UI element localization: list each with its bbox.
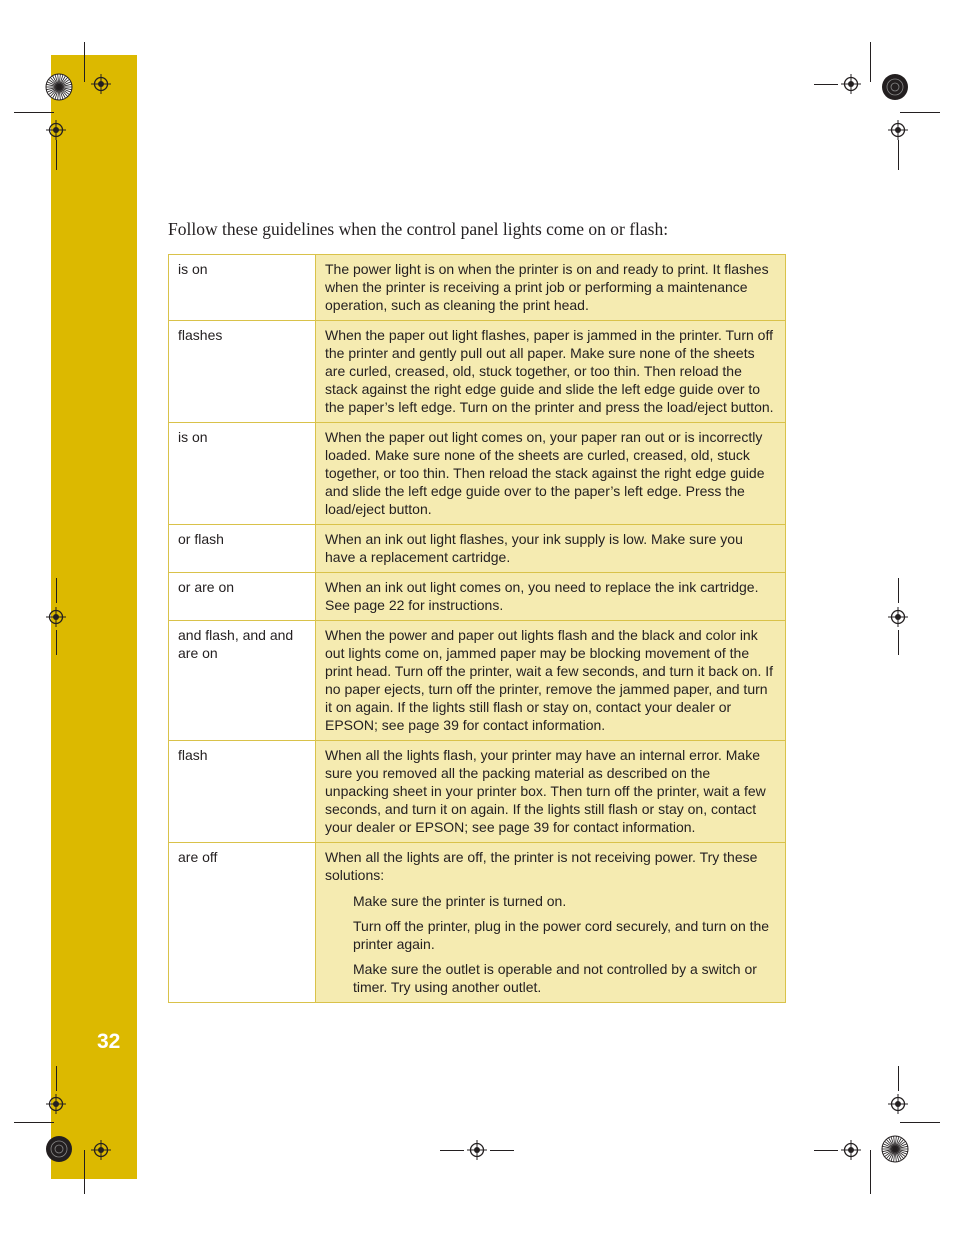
light-description xyxy=(316,423,786,525)
registration-crosshair-icon xyxy=(91,1140,111,1160)
table-row xyxy=(169,525,786,573)
registration-crosshair-icon xyxy=(46,1094,66,1114)
condition-text: are off xyxy=(178,849,218,865)
crop-line xyxy=(870,1150,871,1194)
crop-line xyxy=(440,1150,464,1151)
registration-target-icon xyxy=(45,1135,73,1163)
control-panel-lights-table xyxy=(168,254,786,1003)
light-condition xyxy=(169,843,316,1003)
crop-line xyxy=(56,630,57,655)
condition-text: or are on xyxy=(178,579,235,595)
description-text: When the paper out light comes on, your paper ran out or is incorrectly loaded. Make sure none of the sheets are curled, creased, old, stuck together, or too thin. Then reload the stack against the right edge guide and slide the left edge guide over to the paper’s left edge. Press the load/eject button. xyxy=(325,429,765,517)
registration-crosshair-icon xyxy=(841,1140,861,1160)
crop-line xyxy=(900,1122,940,1123)
light-condition xyxy=(169,255,316,321)
crop-line xyxy=(898,1066,899,1091)
registration-starburst-icon xyxy=(881,1135,909,1163)
table-row xyxy=(169,843,786,1003)
crop-line xyxy=(56,578,57,603)
intro-text: Follow these guidelines when the control panel lights come on or flash: xyxy=(168,219,669,239)
light-description xyxy=(316,741,786,843)
light-description xyxy=(316,321,786,423)
registration-crosshair-icon xyxy=(46,607,66,627)
crop-line xyxy=(56,140,57,170)
registration-target-icon xyxy=(881,73,909,101)
condition-text: is on xyxy=(178,261,208,277)
crop-line xyxy=(814,1150,838,1151)
condition-text: or flash xyxy=(178,531,224,547)
crop-line xyxy=(898,140,899,170)
light-condition xyxy=(169,621,316,741)
page-number: 32 xyxy=(97,1030,121,1053)
light-condition xyxy=(169,573,316,621)
registration-crosshair-icon xyxy=(888,1094,908,1114)
registration-crosshair-icon xyxy=(888,120,908,140)
condition-text: flashes xyxy=(178,327,223,343)
condition-text: flash xyxy=(178,747,208,763)
crop-line xyxy=(14,112,54,113)
condition-text: and flash, and and are on xyxy=(178,627,294,661)
table-row xyxy=(169,741,786,843)
registration-crosshair-icon xyxy=(91,74,111,94)
light-condition xyxy=(169,423,316,525)
registration-crosshair-icon xyxy=(46,120,66,140)
description-text: When an ink out light comes on, you need to replace the ink cartridge. See page 22 for instructions. xyxy=(325,579,759,613)
registration-starburst-icon xyxy=(45,73,73,101)
table-row xyxy=(169,255,786,321)
crop-line xyxy=(14,1122,54,1123)
crop-line xyxy=(490,1150,514,1151)
description-text: The power light is on when the printer is on and ready to print. It flashes when the printer is receiving a print job or performing a maintenance operation, such as cleaning the print head. xyxy=(325,261,769,313)
crop-line xyxy=(56,1066,57,1091)
light-description xyxy=(316,573,786,621)
crop-line xyxy=(870,42,871,82)
light-description xyxy=(316,525,786,573)
crop-line xyxy=(898,578,899,603)
registration-crosshair-icon xyxy=(467,1140,487,1160)
crop-line xyxy=(814,84,838,85)
light-condition xyxy=(169,321,316,423)
solution-item: Make sure the outlet is operable and not controlled by a switch or timer. Try using another outlet. xyxy=(353,961,757,995)
registration-crosshair-icon xyxy=(841,74,861,94)
crop-line xyxy=(898,630,899,655)
light-description xyxy=(316,843,786,1003)
light-condition xyxy=(169,525,316,573)
registration-crosshair-icon xyxy=(888,607,908,627)
condition-text: is on xyxy=(178,429,208,445)
table-row xyxy=(169,321,786,423)
table-row xyxy=(169,621,786,741)
solution-item: Turn off the printer, plug in the power cord securely, and turn on the printer again. xyxy=(353,918,770,952)
table-row xyxy=(169,423,786,525)
light-description xyxy=(316,255,786,321)
description-text: When the paper out light flashes, paper is jammed in the printer. Turn off the printer and gently pull out all paper. Make sure none of the sheets are curled, creased, old, stuck together, or too thin. Then reload the stack against the right edge guide and slide the left edge guide over to the paper’s left edge. Turn on the printer and press the load/eject button. xyxy=(325,327,774,415)
description-text: When all the lights flash, your printer may have an internal error. Make sure you removed all the packing material as described on the unpacking sheet in your printer box. Then turn off the printer, wait a few seconds, and turn it on again. If the lights still flash or stay on, contact your dealer or EPSON; see page 39 for contact information. xyxy=(325,747,766,835)
description-text: When an ink out light flashes, your ink supply is low. Make sure you have a replacement cartridge. xyxy=(325,531,743,565)
crop-line xyxy=(84,1150,85,1194)
light-condition xyxy=(169,741,316,843)
crop-line xyxy=(84,42,85,82)
solution-item: Make sure the printer is turned on. xyxy=(353,893,567,909)
description-text: When all the lights are off, the printer is not receiving power. Try these solutions: xyxy=(325,849,758,883)
crop-line xyxy=(900,112,940,113)
table-row xyxy=(169,573,786,621)
description-text: When the power and paper out lights flash and the black and color ink out lights come on, jammed paper may be blocking movement of the print head. Turn off the printer, wait a few seconds, and turn it back on. If no paper ejects, turn off the printer, remove the jammed paper, and turn it on again. If the lights still flash or stay on, contact your dealer or EPSON; see page 39 for contact information. xyxy=(325,627,773,733)
light-description xyxy=(316,621,786,741)
